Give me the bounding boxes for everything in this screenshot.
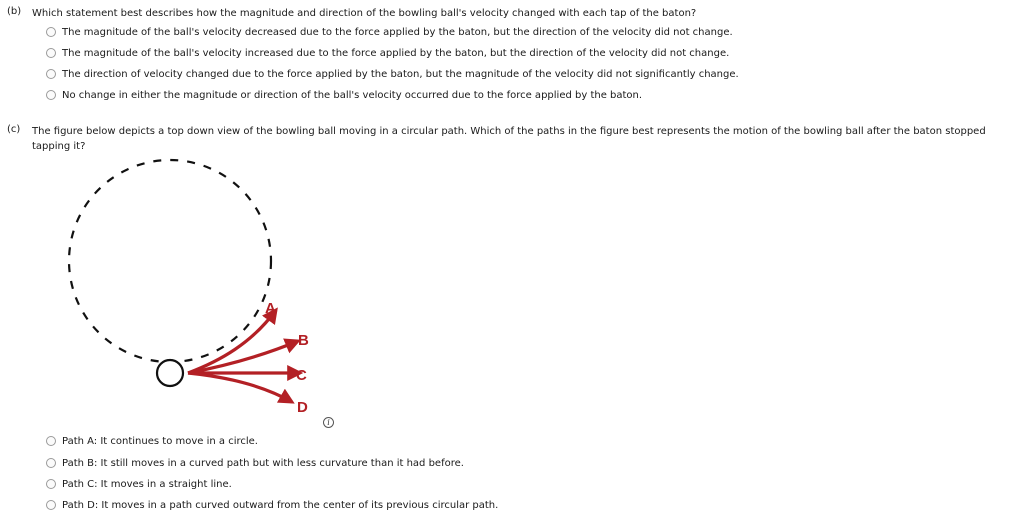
part-c-option-3[interactable] [46, 477, 232, 491]
part-c-option-4[interactable] [46, 498, 498, 512]
part-c-option-2[interactable] [46, 456, 464, 470]
part-c-option-1[interactable] [46, 434, 258, 448]
option-text: No change in either the magnitude or direction of the ball's velocity occurred due to the force applied by the baton. [62, 89, 643, 101]
radio-button[interactable] [46, 500, 56, 510]
option-text: Path D: It moves in a path curved outward from the center of its previous circular path. [62, 499, 499, 511]
radio-button[interactable] [46, 458, 56, 468]
path-d-label: D [297, 399, 308, 416]
part-b-option-1[interactable] [46, 25, 733, 39]
part-b-option-2[interactable] [46, 46, 729, 60]
part-b-question: Which statement best describes how the magnitude and direction of the bowling ball's velocity changed with each tap of the baton? [32, 8, 697, 19]
path-a-label: A [265, 300, 276, 317]
part-b-option-3[interactable] [46, 67, 739, 81]
part-b-option-4[interactable] [46, 88, 642, 102]
circular-path-dashed [69, 160, 271, 362]
option-text: The direction of velocity changed due to the force applied by the baton, but the magnitude of the velocity did not significantly change. [62, 68, 739, 80]
part-c-question: The figure below depicts a top down view of the bowling ball moving in a circular path. Which of the paths in the figure best represents the motion of the bowling ball after the baton stopped tapping it? [32, 126, 986, 152]
path-b-label: B [298, 332, 309, 349]
option-text: Path B: It still moves in a curved path but with less curvature than it had before. [62, 457, 464, 469]
part-b-label: (b) [7, 6, 22, 17]
path-c-label: C [296, 367, 307, 384]
radio-button[interactable] [46, 436, 56, 446]
circular-path-figure [40, 158, 350, 433]
option-text: Path C: It moves in a straight line. [62, 478, 232, 490]
option-text: The magnitude of the ball's velocity increased due to the force applied by the baton, but the direction of the velocity did not change. [62, 47, 730, 59]
radio-button[interactable] [46, 48, 56, 58]
path-d-arrow [188, 373, 292, 402]
bowling-ball [157, 360, 183, 386]
radio-button[interactable] [46, 479, 56, 489]
part-c-label: (c) [7, 124, 21, 135]
option-text: The magnitude of the ball's velocity decreased due to the force applied by the baton, but the direction of the velocity did not change. [62, 26, 733, 38]
radio-button[interactable] [46, 69, 56, 79]
info-icon[interactable]: i [323, 417, 334, 428]
radio-button[interactable] [46, 27, 56, 37]
option-text: Path A: It continues to move in a circle. [62, 435, 258, 447]
radio-button[interactable] [46, 90, 56, 100]
